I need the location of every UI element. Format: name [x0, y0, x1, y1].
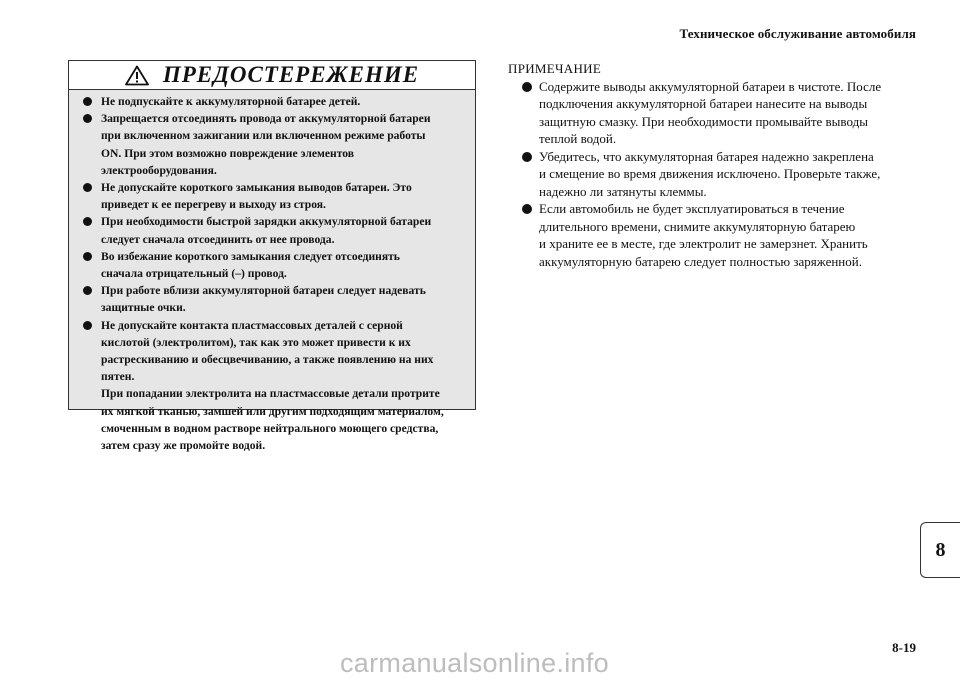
warning-item	[81, 282, 467, 316]
page-number: 8-19	[892, 640, 916, 655]
warning-line: защитные очки.	[101, 301, 186, 315]
warning-item	[81, 317, 467, 455]
bullet-icon	[83, 97, 92, 106]
warning-line: При необходимости быстрой зарядки аккумуляторной батареи	[101, 215, 432, 229]
warning-line: растрескиванию и обесцвечиванию, а также появлению на них	[101, 353, 434, 367]
warning-line: При работе вблизи аккумуляторной батареи следует надевать	[101, 284, 426, 298]
note-line: защитную смазку. При необходимости промывайте выводы	[539, 113, 868, 129]
chapter-tab: 8	[920, 522, 960, 578]
warning-line: кислотой (электролитом), так как это может привести к их	[101, 335, 411, 349]
warning-line: их мягкой тканью, замшей или другим подходящим материалом,	[101, 404, 444, 418]
bullet-icon	[83, 114, 92, 123]
warning-line: Не допускайте контакта пластмассовых деталей с серной	[101, 318, 403, 332]
warning-line: Не подпускайте к аккумуляторной батарее детей.	[101, 95, 361, 108]
bullet-icon	[83, 321, 92, 330]
watermark: carmanualsonline.info	[340, 648, 609, 678]
note-line: аккумуляторную батарею следует полностью заряженной.	[539, 253, 862, 269]
note-line: и смещение во время движения исключено. Проверьте также,	[539, 166, 881, 181]
warning-title-bar	[69, 61, 475, 90]
note-line: надежно ли затянуты клеммы.	[539, 183, 707, 199]
warning-line: сначала отрицательный (–) провод.	[101, 267, 287, 281]
warning-line: затем сразу же промойте водой.	[101, 439, 266, 453]
note-title: ПРИМЕЧАНИЕ	[508, 61, 602, 76]
page-header-title: Техническое обслуживание автомобиля	[679, 26, 916, 41]
bullet-icon	[83, 286, 92, 295]
warning-item	[81, 213, 467, 247]
warning-line: Во избежание короткого замыкания следует отсоединять	[101, 249, 400, 263]
bullet-icon	[522, 152, 532, 162]
warning-line: смоченным в водном растворе нейтрального моющего средства,	[101, 421, 439, 435]
warning-line: ON. При этом возможно повреждение элементов	[101, 146, 355, 160]
warning-list	[69, 90, 475, 454]
warning-line: электрооборудования.	[101, 163, 217, 177]
note-list	[508, 78, 908, 271]
note-line: Если автомобиль не будет эксплуатироваться в течение	[539, 201, 845, 216]
warning-line: следует сначала отсоединить от нее провода.	[101, 232, 335, 246]
warning-line: При попадании электролита на пластмассовые детали протрите	[101, 387, 440, 401]
warning-item	[81, 110, 467, 179]
bullet-icon	[83, 217, 92, 226]
warning-line: Запрещается отсоединять провода от аккумуляторной батареи	[101, 112, 431, 126]
warning-box	[68, 60, 476, 453]
bullet-icon	[83, 183, 92, 192]
warning-triangle-icon	[125, 65, 149, 86]
warning-line: при включенном зажигании или включенном режиме работы	[101, 129, 426, 143]
note-line: подключения аккумуляторной батареи нанесите на выводы	[539, 96, 868, 111]
note-item	[520, 148, 908, 201]
note-line: длительного времени, снимите аккумуляторную батарею	[539, 218, 856, 234]
warning-title: ПРЕДОСТЕРЕЖЕНИЕ	[162, 62, 420, 87]
warning-line: приведет к ее перегреву и выходу из строя.	[101, 198, 326, 212]
bullet-icon	[83, 252, 92, 261]
warning-line: Не допускайте короткого замыкания выводов батареи. Это	[101, 181, 412, 195]
note-item	[520, 200, 908, 270]
note-line: Убедитесь, что аккумуляторная батарея надежно закреплена	[539, 148, 874, 164]
bullet-icon	[522, 82, 532, 92]
bullet-icon	[522, 204, 532, 214]
note-section	[508, 60, 908, 270]
note-item	[520, 78, 908, 148]
warning-line: пятен.	[101, 370, 135, 384]
note-line: и храните ее в месте, где электролит не замерзнет. Хранить	[539, 236, 868, 251]
warning-item	[81, 93, 467, 110]
warning-item	[81, 179, 467, 213]
note-line: теплой водой.	[539, 131, 617, 146]
note-line: Содержите выводы аккумуляторной батареи в чистоте. После	[539, 78, 882, 94]
warning-item	[81, 248, 467, 282]
